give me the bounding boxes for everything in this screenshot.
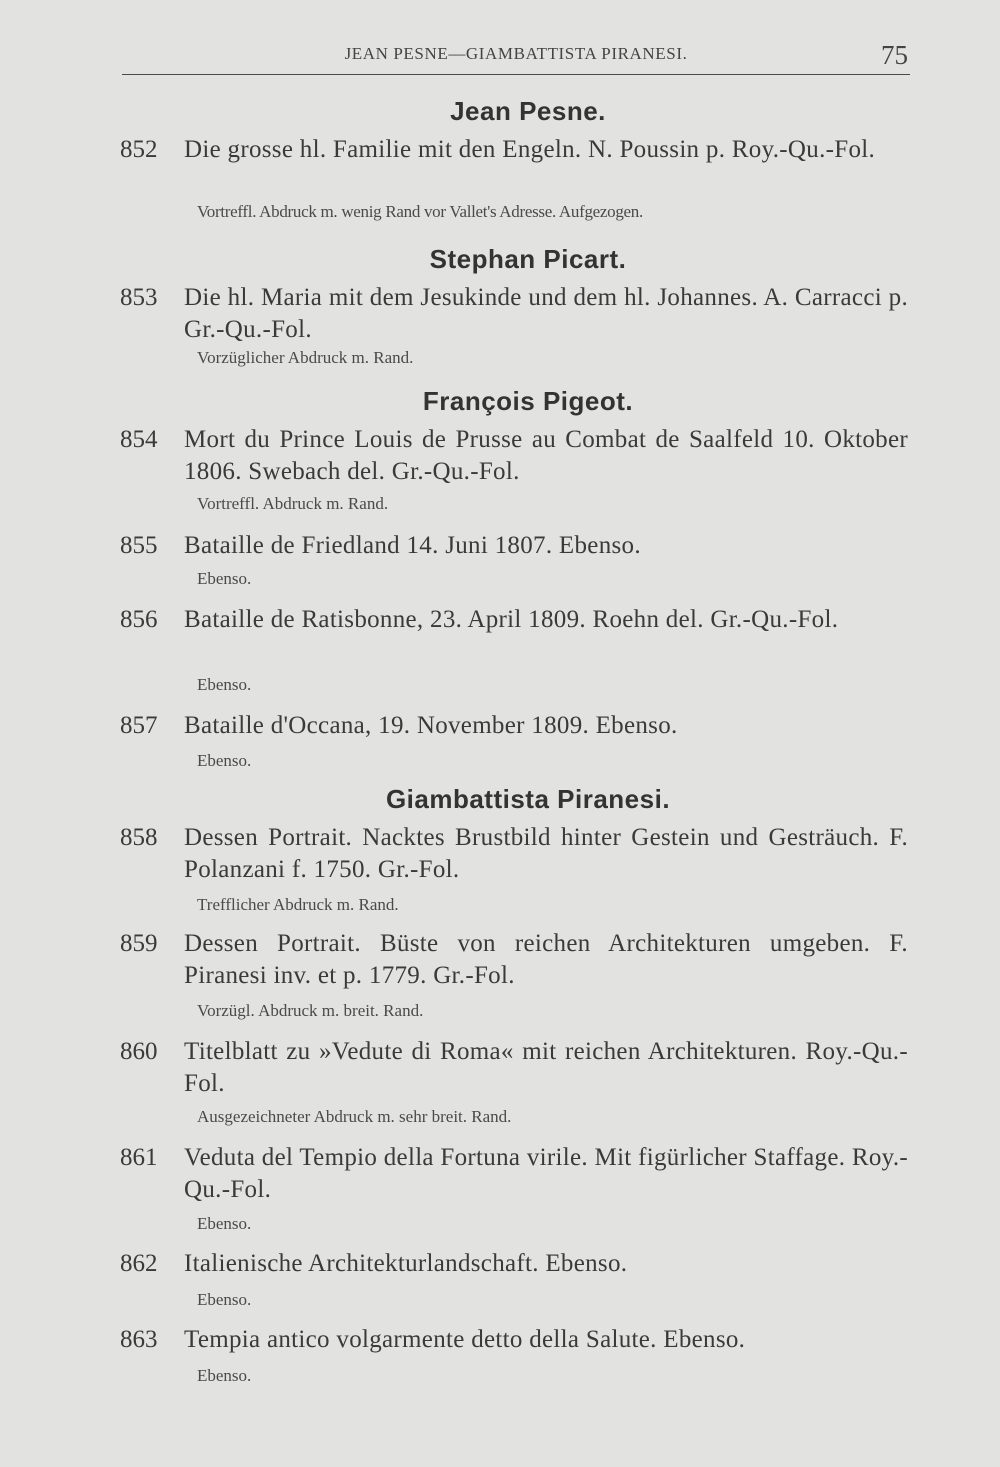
entry-note: Ebenso. [197, 675, 252, 694]
entry-number: 858 [120, 824, 158, 851]
entry-number: 861 [120, 1144, 158, 1171]
entry-note: Ebenso. [197, 569, 252, 588]
entry-number: 863 [120, 1326, 158, 1353]
entry-number: 857 [120, 712, 158, 739]
running-title: JEAN PESNE—GIAMBATTISTA PIRANESI. [344, 44, 688, 63]
entry-number: 854 [120, 426, 158, 453]
entry-text: Dessen Portrait. Büste von reichen Architekturen umgeben. F. Piranesi inv. et p. 1779. Gr.-Fol. [184, 930, 908, 989]
running-head [122, 40, 910, 75]
entry-note: Ebenso. [197, 1366, 252, 1385]
section-title-stephan-picart: Stephan Picart. [429, 244, 627, 274]
entry-note: Ebenso. [197, 1290, 252, 1309]
entry-note: Vorzügl. Abdruck m. breit. Rand. [197, 1001, 424, 1020]
section-title-giambattista-piranesi: Giambattista Piranesi. [385, 784, 671, 814]
entry-text: Tempia antico volgarmente detto della Salute. Ebenso. [184, 1326, 746, 1353]
section-title-jean-pesne: Jean Pesne. [450, 96, 606, 126]
entry-note: Trefflicher Abdruck m. Rand. [197, 895, 399, 914]
entry-number: 862 [120, 1250, 158, 1277]
entry-text: Dessen Portrait. Nacktes Brustbild hinter Gestein und Gesträuch. F. Polanzani f. 1750. Gr.-Fol. [184, 824, 908, 883]
entry-note: Vortreffl. Abdruck m. wenig Rand vor Vallet's Adresse. Aufgezogen. [197, 202, 643, 221]
page-number: 75 [881, 40, 908, 70]
entry-note: Ebenso. [197, 1214, 252, 1233]
entry-text: Die hl. Maria mit dem Jesukinde und dem hl. Johannes. A. Carracci p. Gr.-Qu.-Fol. [184, 284, 908, 343]
entry-number: 859 [120, 930, 158, 957]
entry-text: Mort du Prince Louis de Prusse au Combat de Saalfeld 10. Oktober 1806. Swebach del. Gr.-Qu.-Fol. [184, 426, 908, 485]
entry-number: 853 [120, 284, 158, 311]
entry-number: 856 [120, 606, 158, 633]
entry-text: Titelblatt zu »Vedute di Roma« mit reichen Architekturen. Roy.-Qu.-Fol. [184, 1038, 908, 1097]
entry-number: 855 [120, 532, 158, 559]
section-title-francois-pigeot: François Pigeot. [422, 386, 634, 416]
entry-text: Veduta del Tempio della Fortuna virile. Mit figürlicher Staffage. Roy.-Qu.-Fol. [184, 1144, 908, 1203]
entry-note: Ausgezeichneter Abdruck m. sehr breit. Rand. [197, 1107, 512, 1126]
entry-text: Bataille d'Occana, 19. November 1809. Ebenso. [184, 712, 678, 739]
entry-note: Vorzüglicher Abdruck m. Rand. [197, 348, 414, 367]
entry-text: Bataille de Ratisbonne, 23. April 1809. Roehn del. Gr.-Qu.-Fol. [184, 606, 839, 633]
entry-number: 860 [120, 1038, 158, 1065]
entry-text: Die grosse hl. Familie mit den Engeln. N. Poussin p. Roy.-Qu.-Fol. [184, 136, 876, 163]
entry-note: Ebenso. [197, 751, 252, 770]
entry-text: Italienische Architekturlandschaft. Ebenso. [184, 1250, 628, 1277]
entry-number: 852 [120, 136, 158, 163]
entry-text: Bataille de Friedland 14. Juni 1807. Ebenso. [184, 532, 641, 559]
entry-note: Vortreffl. Abdruck m. Rand. [197, 494, 389, 513]
